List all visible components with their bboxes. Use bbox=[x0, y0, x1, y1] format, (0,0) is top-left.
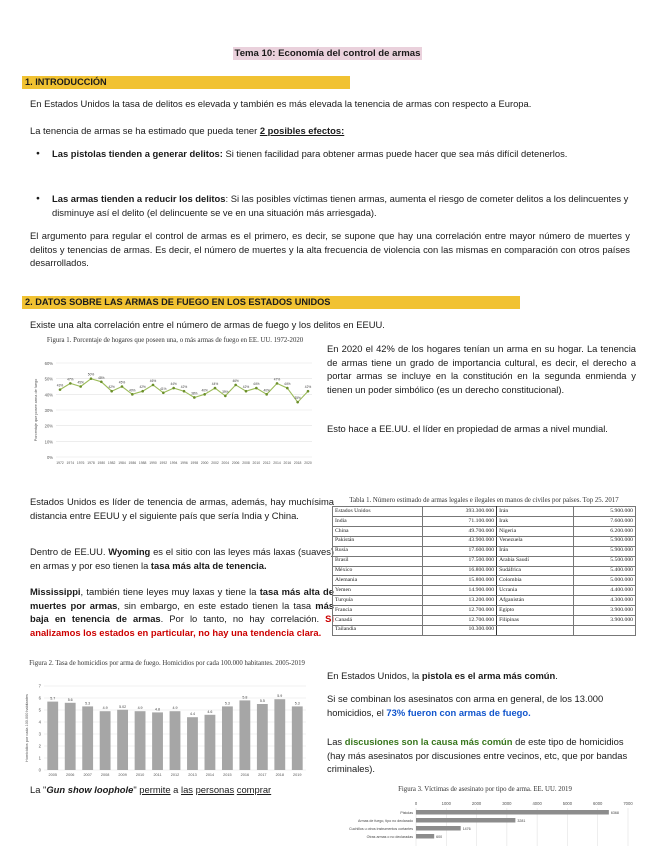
table-row bbox=[333, 526, 636, 536]
guns-count-cell: 12.700.000 bbox=[422, 606, 496, 616]
guns-count-cell bbox=[574, 625, 636, 635]
data-point bbox=[245, 390, 248, 393]
x-tick-label: 4000 bbox=[532, 801, 542, 806]
guns-count-cell: 5.900.000 bbox=[574, 546, 636, 556]
guns-count-cell: 12.700.000 bbox=[422, 615, 496, 625]
data-label: 5.3 bbox=[85, 701, 91, 706]
country-cell: Rusia bbox=[333, 546, 423, 556]
x-tick-label: 1000 bbox=[441, 801, 451, 806]
figure-1-axes bbox=[34, 361, 312, 460]
y-tick-label: 30% bbox=[44, 408, 53, 413]
data-label: 42% bbox=[304, 385, 312, 390]
data-point bbox=[296, 401, 299, 404]
category-label: Armas de fuego, tipo no declarado bbox=[358, 818, 413, 823]
data-point bbox=[90, 377, 93, 380]
data-label: 46% bbox=[232, 378, 239, 383]
data-point bbox=[141, 390, 144, 393]
bar bbox=[187, 717, 198, 770]
x-tick-label: 1994 bbox=[169, 461, 178, 465]
guns-count-cell: 71.100.000 bbox=[422, 517, 496, 527]
data-point bbox=[100, 381, 103, 384]
x-tick-label: 3000 bbox=[502, 801, 512, 806]
country-cell: Ucrania bbox=[497, 586, 574, 596]
country-cell: Irán bbox=[497, 546, 574, 556]
guns-count-cell: 4.400.000 bbox=[574, 586, 636, 596]
figure-1-marks bbox=[56, 373, 312, 465]
x-tick-label: 1978 bbox=[87, 461, 95, 465]
figure-1 bbox=[30, 337, 320, 479]
data-label: 44% bbox=[170, 382, 177, 387]
gun-ownership-table bbox=[332, 506, 636, 636]
bar bbox=[257, 704, 268, 770]
x-tick-label: 2013 bbox=[188, 773, 197, 777]
data-label: 42% bbox=[180, 385, 188, 390]
x-tick-label: 2006 bbox=[231, 461, 240, 465]
country-cell: Venezuela bbox=[497, 536, 574, 546]
data-label: 1476 bbox=[462, 826, 471, 831]
bar bbox=[274, 699, 285, 770]
x-tick-label: 1988 bbox=[138, 461, 147, 465]
x-tick-label: 2002 bbox=[211, 461, 219, 465]
section-1-heading: 1. INTRODUCCIÓN bbox=[22, 76, 350, 89]
bar bbox=[416, 810, 609, 815]
bar bbox=[292, 706, 303, 770]
country-cell bbox=[497, 625, 574, 635]
document-title: Tema 10: Economía del control de armas bbox=[234, 48, 421, 59]
x-tick-label: 0 bbox=[414, 801, 418, 806]
data-label: 47% bbox=[67, 377, 74, 382]
y-tick-label: 6 bbox=[38, 695, 41, 701]
figure-3-marks bbox=[349, 810, 619, 839]
x-tick-label: 2014 bbox=[273, 461, 281, 465]
category-label: Otras armas o no declaradas bbox=[366, 834, 413, 839]
country-cell: Tailandia bbox=[333, 625, 423, 635]
data-label: 3281 bbox=[517, 818, 526, 823]
data-label: 50% bbox=[87, 372, 95, 377]
x-tick-label: 2005 bbox=[48, 773, 57, 777]
guns-count-cell: 43.900.000 bbox=[422, 536, 496, 546]
table-row bbox=[333, 536, 636, 546]
data-point bbox=[69, 382, 72, 385]
y-tick-label: 7 bbox=[38, 683, 41, 689]
data-point bbox=[183, 390, 186, 393]
x-tick-label: 2018 bbox=[293, 461, 302, 465]
y-tick-label: 3 bbox=[38, 731, 41, 737]
data-label: 5.7 bbox=[50, 696, 56, 701]
x-tick-label: 1996 bbox=[180, 461, 188, 465]
country-cell: Sudáfrica bbox=[497, 566, 574, 576]
x-tick-label: 2004 bbox=[221, 461, 230, 465]
country-cell: Filipinas bbox=[497, 615, 574, 625]
bar bbox=[47, 702, 58, 770]
guns-count-cell: 10.300.000 bbox=[422, 625, 496, 635]
y-tick-label: 5 bbox=[38, 707, 41, 713]
country-cell: India bbox=[333, 517, 423, 527]
x-tick-label: 2016 bbox=[283, 461, 292, 465]
country-cell: Irán bbox=[497, 507, 574, 517]
x-tick-label: 2008 bbox=[242, 461, 250, 465]
ownership-paragraph: En 2020 el 42% de los hogares tenían un arma en su hogar. La tenencia de armas tiene un grado de importancia cultural, es decir, el derecho a portar armas se incluye en la constitución en la segunda enmienda y tienen un poder simbólico (es un derecho constitucional). bbox=[327, 343, 636, 395]
data-label: 41% bbox=[160, 386, 167, 391]
country-cell: Arabia Saudí bbox=[497, 556, 574, 566]
data-point bbox=[152, 384, 155, 387]
pistol-paragraph: En Estados Unidos, la pistola es el arma más común. bbox=[327, 670, 558, 681]
country-cell: Egipto bbox=[497, 606, 574, 616]
data-point bbox=[121, 385, 124, 388]
y-axis-label: Homicidios por cada 100.000 habitantes bbox=[25, 694, 29, 762]
data-label: 4.4 bbox=[189, 712, 195, 717]
country-cell: Afganistán bbox=[497, 596, 574, 606]
section-2-intro: Existe una alta correlación entre el número de armas de fuego y los delitos en EEUU. bbox=[30, 319, 385, 330]
data-label: 4.9 bbox=[137, 706, 143, 711]
data-label: 42% bbox=[242, 385, 250, 390]
data-point bbox=[193, 396, 196, 399]
data-label: 45% bbox=[118, 380, 126, 385]
x-tick-label: 1984 bbox=[118, 461, 126, 465]
x-tick-label: 2008 bbox=[100, 773, 110, 777]
x-tick-label: 2016 bbox=[240, 773, 250, 777]
data-label: 45% bbox=[77, 380, 84, 385]
guns-count-cell: 5.400.000 bbox=[574, 566, 636, 576]
x-tick-label: 2017 bbox=[258, 773, 267, 777]
guns-count-cell: 5.500.000 bbox=[574, 556, 636, 566]
y-tick-label: 1 bbox=[38, 755, 41, 761]
data-point bbox=[276, 382, 279, 385]
intro-paragraph-1: En Estados Unidos la tasa de delitos es elevada y también es más elevada la tenencia de armas con respecto a Europa. bbox=[30, 98, 532, 109]
data-label: 5.02 bbox=[119, 704, 127, 709]
x-tick-label: 2014 bbox=[205, 773, 215, 777]
data-label: 47% bbox=[273, 377, 281, 382]
guns-count-cell: 6.200.000 bbox=[574, 526, 636, 536]
guns-count-cell: 49.700.000 bbox=[422, 526, 496, 536]
x-tick-label: 2010 bbox=[135, 773, 145, 777]
data-point bbox=[307, 390, 310, 393]
bar bbox=[416, 818, 515, 823]
data-point bbox=[265, 393, 268, 396]
bar bbox=[222, 706, 233, 770]
guns-count-cell: 15.800.000 bbox=[422, 576, 496, 586]
x-tick-label: 2019 bbox=[293, 773, 302, 777]
x-tick-label: 2018 bbox=[275, 773, 285, 777]
data-label: 5.3 bbox=[224, 701, 230, 706]
x-tick-label: 7000 bbox=[623, 801, 633, 806]
data-point bbox=[234, 384, 237, 387]
section-2-heading: 2. DATOS SOBRE LAS ARMAS DE FUEGO EN LOS ESTADOS UNIDOS bbox=[22, 296, 520, 309]
x-tick-label: 1986 bbox=[128, 461, 137, 465]
data-label: 43% bbox=[56, 383, 64, 388]
guns-count-cell: 4.300.000 bbox=[574, 596, 636, 606]
x-tick-label: 1976 bbox=[76, 461, 85, 465]
x-tick-label: 1980 bbox=[97, 461, 106, 465]
table-row bbox=[333, 546, 636, 556]
x-tick-label: 1972 bbox=[56, 461, 64, 465]
data-point bbox=[131, 393, 134, 396]
mississippi-paragraph: Mississippi, también tiene leyes muy laxas y tiene la tasa más alta de muertes por armas, sin embargo, en este estado tienen la tasa más baja en tenencia de armas. Por lo tanto, no hay correlación. Si analizamos los estados en particular, no hay una tendencia clara. bbox=[30, 586, 334, 638]
x-tick-label: 6000 bbox=[593, 801, 603, 806]
data-point bbox=[214, 387, 217, 390]
data-label: 6368 bbox=[610, 810, 619, 815]
table-row bbox=[333, 596, 636, 606]
table-row bbox=[333, 625, 636, 635]
figure-3-axes bbox=[415, 801, 633, 846]
country-cell: Estados Unidos bbox=[333, 507, 423, 517]
category-label: Pistolas bbox=[400, 810, 413, 815]
gun-show-loophole-paragraph: La "Gun show loophole" permite a las personas comprar bbox=[30, 784, 272, 795]
guns-count-cell: 5.900.000 bbox=[574, 536, 636, 546]
guns-count-cell: 13.200.000 bbox=[422, 596, 496, 606]
x-tick-label: 1992 bbox=[159, 461, 168, 465]
country-cell: Brasil bbox=[333, 556, 423, 566]
x-tick-label: 1990 bbox=[149, 461, 157, 465]
leader-countries-paragraph: Estados Unidos es líder de tenencia de armas, además, hay muchísima distancia entre EEUU y el siguiente país que sería India y China. bbox=[30, 496, 334, 521]
country-cell: Canadá bbox=[333, 615, 423, 625]
x-tick-label: 2012 bbox=[170, 773, 180, 777]
x-tick-label: 1982 bbox=[107, 461, 116, 465]
x-tick-label: 2009 bbox=[118, 773, 127, 777]
bar bbox=[65, 703, 76, 770]
x-tick-label: 1974 bbox=[66, 461, 75, 465]
figure-3-chart bbox=[330, 800, 640, 846]
bar bbox=[82, 706, 93, 770]
x-tick-label: 2012 bbox=[262, 461, 271, 465]
table-row bbox=[333, 566, 636, 576]
country-cell: Alemania bbox=[333, 576, 423, 586]
data-label: 46% bbox=[149, 378, 157, 383]
x-tick-label: 2020 bbox=[304, 461, 312, 465]
bar bbox=[205, 715, 216, 770]
figure-1-caption: Figura 1. Porcentaje de hogares que poseen una, o más armas de fuego en EE. UU. 1972-2020 bbox=[46, 337, 304, 344]
x-tick-label: 2011 bbox=[153, 773, 162, 777]
bar bbox=[100, 711, 111, 770]
table-row bbox=[333, 586, 636, 596]
guns-count-cell: 5.000.000 bbox=[574, 576, 636, 586]
data-label: 600 bbox=[436, 834, 443, 839]
data-label: 35% bbox=[294, 396, 301, 401]
data-point bbox=[172, 387, 175, 390]
data-label: 42% bbox=[108, 385, 115, 390]
guns-count-cell: 17.600.000 bbox=[422, 546, 496, 556]
data-label: 5.5 bbox=[259, 699, 265, 703]
x-tick-label: 2006 bbox=[65, 773, 75, 777]
y-tick-label: 0% bbox=[46, 455, 53, 460]
bar bbox=[117, 710, 128, 770]
y-tick-label: 10% bbox=[44, 439, 53, 445]
bar bbox=[239, 700, 250, 770]
figure-3 bbox=[330, 786, 640, 846]
table-row bbox=[333, 517, 636, 527]
data-label: 4.9 bbox=[172, 706, 178, 711]
country-cell: Yemen bbox=[333, 586, 423, 596]
figure-2 bbox=[22, 660, 312, 780]
data-label: 40% bbox=[201, 388, 208, 393]
figure-1-chart bbox=[30, 359, 320, 477]
data-label: 44% bbox=[284, 382, 291, 387]
table-row bbox=[333, 615, 636, 625]
data-point bbox=[255, 387, 258, 390]
x-tick-label: 2015 bbox=[223, 773, 232, 777]
data-point bbox=[79, 385, 82, 388]
country-cell: Irak bbox=[497, 517, 574, 527]
table-1 bbox=[332, 497, 636, 636]
table-row bbox=[333, 576, 636, 586]
country-cell: Francia bbox=[333, 606, 423, 616]
y-tick-label: 60% bbox=[44, 361, 53, 366]
data-label: 4.8 bbox=[155, 707, 161, 712]
leader-paragraph: Esto hace a EE.UU. el líder en propiedad de armas a nivel mundial. bbox=[327, 423, 608, 434]
table-1-caption: Tabla 1. Número estimado de armas legales e ilegales en manos de civiles por países. Top 25. 2017 bbox=[349, 497, 619, 504]
y-tick-label: 20% bbox=[44, 423, 53, 429]
guns-count-cell: 3.900.000 bbox=[574, 615, 636, 625]
figure-2-marks bbox=[47, 694, 302, 777]
data-point bbox=[203, 393, 206, 396]
guns-count-cell: 7.600.000 bbox=[574, 517, 636, 527]
country-cell: China bbox=[333, 526, 423, 536]
y-tick-label: 2 bbox=[38, 743, 41, 749]
country-cell: Colombia bbox=[497, 576, 574, 586]
data-label: 40% bbox=[263, 388, 270, 393]
bar bbox=[152, 712, 163, 770]
intro-paragraph-2: La tenencia de armas se ha estimado que pueda tener 2 posibles efectos: bbox=[30, 125, 345, 136]
figure-2-chart bbox=[22, 680, 312, 780]
guns-count-cell: 14.900.000 bbox=[422, 586, 496, 596]
data-label: 48% bbox=[98, 375, 105, 380]
country-cell: México bbox=[333, 566, 423, 576]
figure-3-caption: Figura 3. Víctimas de asesinato por tipo de arma. EE. UU. 2019 bbox=[398, 786, 572, 793]
data-label: 5.9 bbox=[277, 694, 283, 699]
x-tick-label: 2000 bbox=[471, 801, 482, 806]
y-axis-label: Porcentaje que posee arma de fuego bbox=[34, 378, 38, 442]
discussions-paragraph: Las discusiones son la causa más común de este tipo de homicidios (hay más asesinatos por discusiones entre vecinos, etc, que por bandas criminales). bbox=[327, 736, 628, 775]
y-tick-label: 40% bbox=[44, 392, 53, 398]
x-tick-label: 2010 bbox=[252, 461, 261, 465]
data-point bbox=[286, 387, 289, 390]
wyoming-paragraph: Dentro de EE.UU. Wyoming es el sitio con las leyes más laxas (suaves) en armas y por eso tienen la tasa más alta de tenencia. bbox=[30, 546, 334, 571]
data-label: 44% bbox=[211, 382, 219, 387]
bar bbox=[135, 711, 146, 770]
figure-2-caption: Figura 2. Tasa de homicidios por arma de fuego. Homicidios por cada 100.000 habitantes. 2005-2019 bbox=[29, 660, 305, 667]
table-row bbox=[333, 507, 636, 517]
data-point bbox=[110, 390, 113, 393]
guns-count-cell: 17.500.000 bbox=[422, 556, 496, 566]
data-label: 38% bbox=[191, 391, 198, 396]
guns-count-cell: 3.900.000 bbox=[574, 606, 636, 616]
data-label: 44% bbox=[253, 382, 260, 387]
x-tick-label: 2007 bbox=[83, 773, 92, 777]
y-tick-label: 0 bbox=[38, 767, 41, 773]
x-tick-label: 5000 bbox=[562, 801, 573, 806]
homicides-paragraph: Si se combinan los asesinatos con arma en general, de los 13.000 homicidios, el 73% fueron con armas de fuego. bbox=[327, 693, 604, 718]
x-tick-label: 2000 bbox=[200, 461, 209, 465]
data-label: 4.6 bbox=[207, 709, 213, 714]
table-row bbox=[333, 556, 636, 566]
table-row bbox=[333, 606, 636, 616]
guns-count-cell: 16.800.000 bbox=[422, 566, 496, 576]
data-label: 4.9 bbox=[102, 706, 108, 711]
guns-count-cell: 393.300.000 bbox=[422, 507, 496, 517]
data-point bbox=[162, 391, 165, 394]
y-tick-label: 4 bbox=[38, 719, 41, 725]
country-cell: Nigeria bbox=[497, 526, 574, 536]
bullet-effect-2: ● Las armas tienden a reducir los delitos: Si las posibles víctimas tienen armas, aumenta el riesgo de cometer delitos a los delincuentes y disminuye así el delito (el delincuente se ve en una situación más arriesgada). bbox=[52, 192, 630, 219]
country-cell: Turquía bbox=[333, 596, 423, 606]
data-label: 5.8 bbox=[242, 695, 248, 700]
data-point bbox=[224, 395, 227, 398]
data-label: 5.3 bbox=[294, 701, 300, 706]
category-label: Cuchillos u otros instrumentos cortantes bbox=[349, 826, 413, 831]
x-tick-label: 1998 bbox=[190, 461, 199, 465]
bar bbox=[170, 711, 181, 770]
bullet-effect-1: ● Las pistolas tienden a generar delitos: Si tienen facilidad para obtener armas puede hacer que sea más difícil detenerlos. bbox=[52, 147, 630, 161]
data-label: 39% bbox=[222, 389, 229, 394]
data-label: 40% bbox=[129, 388, 136, 393]
bar bbox=[416, 826, 461, 831]
intro-paragraph-3: El argumento para regular el control de armas es el primero, es decir, se supone que hay una correlación entre mayor número de muertes y delitos y tenencias de armas. Es decir, el número de muertes y la alta frecuencia de violencia con las mismas en comparación con otros países desarrollados. bbox=[30, 230, 630, 269]
data-label: 5.6 bbox=[67, 697, 73, 702]
data-point bbox=[59, 388, 62, 391]
country-cell: Pakistán bbox=[333, 536, 423, 546]
y-tick-label: 50% bbox=[44, 376, 53, 382]
guns-count-cell: 5.900.000 bbox=[574, 507, 636, 517]
bar bbox=[416, 834, 434, 839]
data-label: 42% bbox=[139, 385, 146, 390]
